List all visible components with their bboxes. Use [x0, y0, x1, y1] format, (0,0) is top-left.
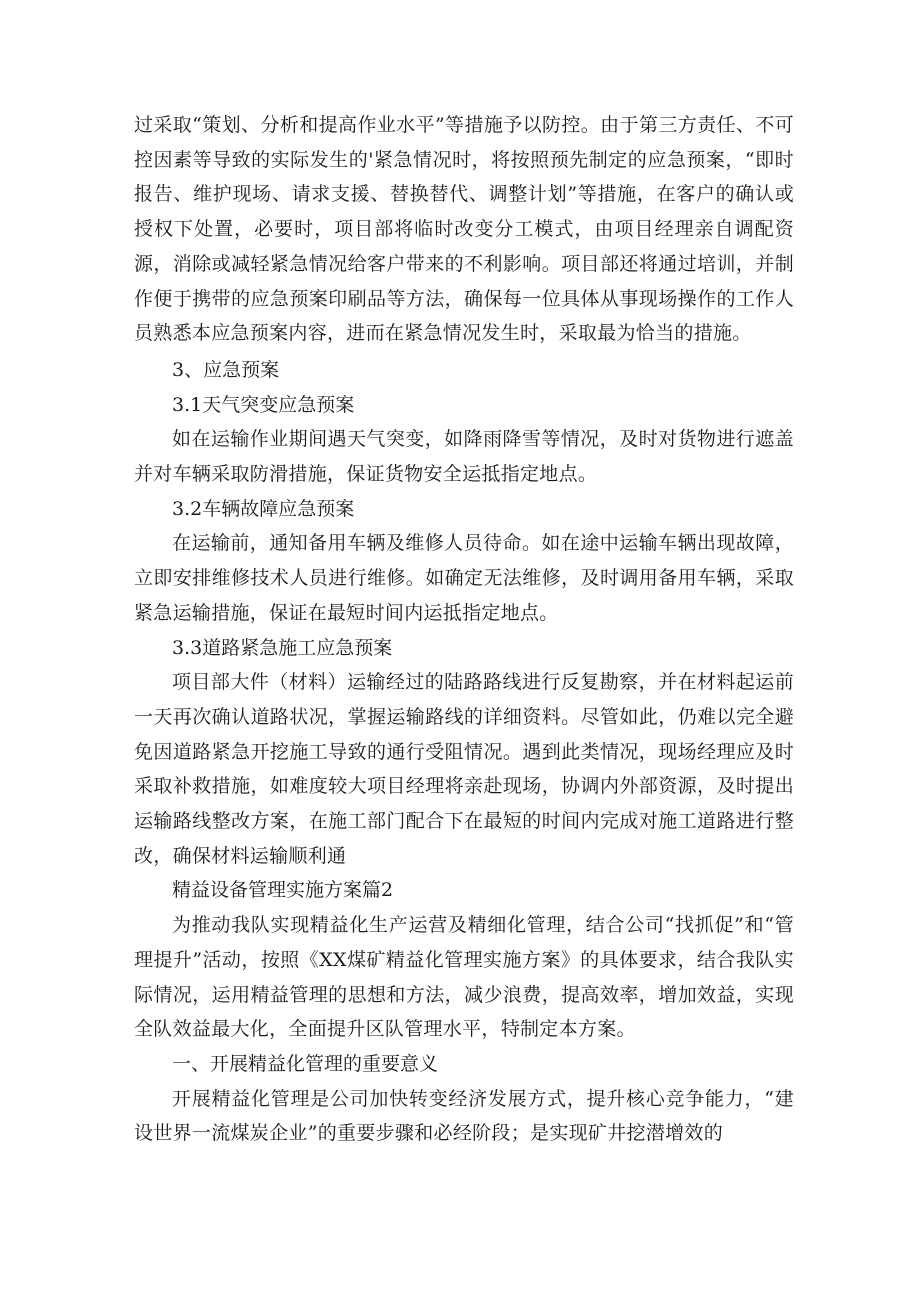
- heading-significance: 一、开展精益化管理的重要意义: [172, 1052, 439, 1075]
- heading-emergency-plan: 3、应急预案: [172, 358, 280, 381]
- heading-road-plan: 3.3道路紧急施工应急预案: [172, 636, 393, 659]
- heading-vehicle-plan: 3.2车辆故障应急预案: [172, 497, 355, 520]
- paragraph-part2-intro: 为推动我队实现精益化生产运营及精细化管理，结合公司“找抓促”和“管理提升”活动，按照《XX煤矿精益化管理实施方案》的具体要求，结合我队实际情况，运用精益管理的思想和方法，减少浪费，提高效率，增加效益，实现全队效益最大化，全面提升区队管理水平，特制定本方案。: [134, 914, 794, 1041]
- paragraph-significance: 开展精益化管理是公司加快转变经济发展方式，提升核心竞争能力，“建设世界一流煤炭企业”的重要步骤和必经阶段；是实现矿井挖潜增效的: [134, 1087, 794, 1145]
- document-page: [134, 108, 794, 1151]
- section-title-part2: 精益设备管理实施方案篇2: [172, 879, 394, 902]
- paragraph-vehicle-plan: 在运输前，通知备用车辆及维修人员待命。如在途中运输车辆出现故障，立即安排维修技术人员进行维修。如确定无法维修，及时调用备用车辆，采取紧急运输措施，保证在最短时间内运抵指定地点。: [134, 532, 794, 624]
- heading-weather-plan: 3.1天气突变应急预案: [172, 393, 355, 416]
- paragraph-weather-plan: 如在运输作业期间遇天气突变，如降雨降雪等情况，及时对货物进行遮盖并对车辆采取防滑措施，保证货物安全运抵指定地点。: [134, 428, 794, 486]
- paragraph-road-plan: 项目部大件（材料）运输经过的陆路路线进行反复勘察，并在材料起运前一天再次确认道路状况，掌握运输路线的详细资料。尽管如此，仍难以完全避免因道路紧急开挖施工导致的通行受阻情况。遇到此类情况，现场经理应及时采取补救措施，如难度较大项目经理将亲赴现场，协调内外部资源，及时提出运输路线整改方案，在施工部门配合下在最短的时间内完成对施工道路进行整改，确保材料运输顺利通: [134, 671, 794, 867]
- paragraph-emergency-intro: 过采取“策划、分析和提高作业水平”等措施予以防控。由于第三方责任、不可控因素等导致的实际发生的'紧急情况时，将按照预先制定的应急预案，“即时报告、维护现场、请求支援、替换替代、调整计划”等措施，在客户的确认或授权下处置，必要时，项目部将临时改变分工模式，由项目经理亲自调配资源，消除或减轻紧急情况给客户带来的不利影响。项目部还将通过培训，并制作便于携带的应急预案印刷品等方法，确保每一位具体从事现场操作的工作人员熟悉本应急预案内容，进而在紧急情况发生时，采取最为恰当的措施。: [134, 114, 794, 345]
